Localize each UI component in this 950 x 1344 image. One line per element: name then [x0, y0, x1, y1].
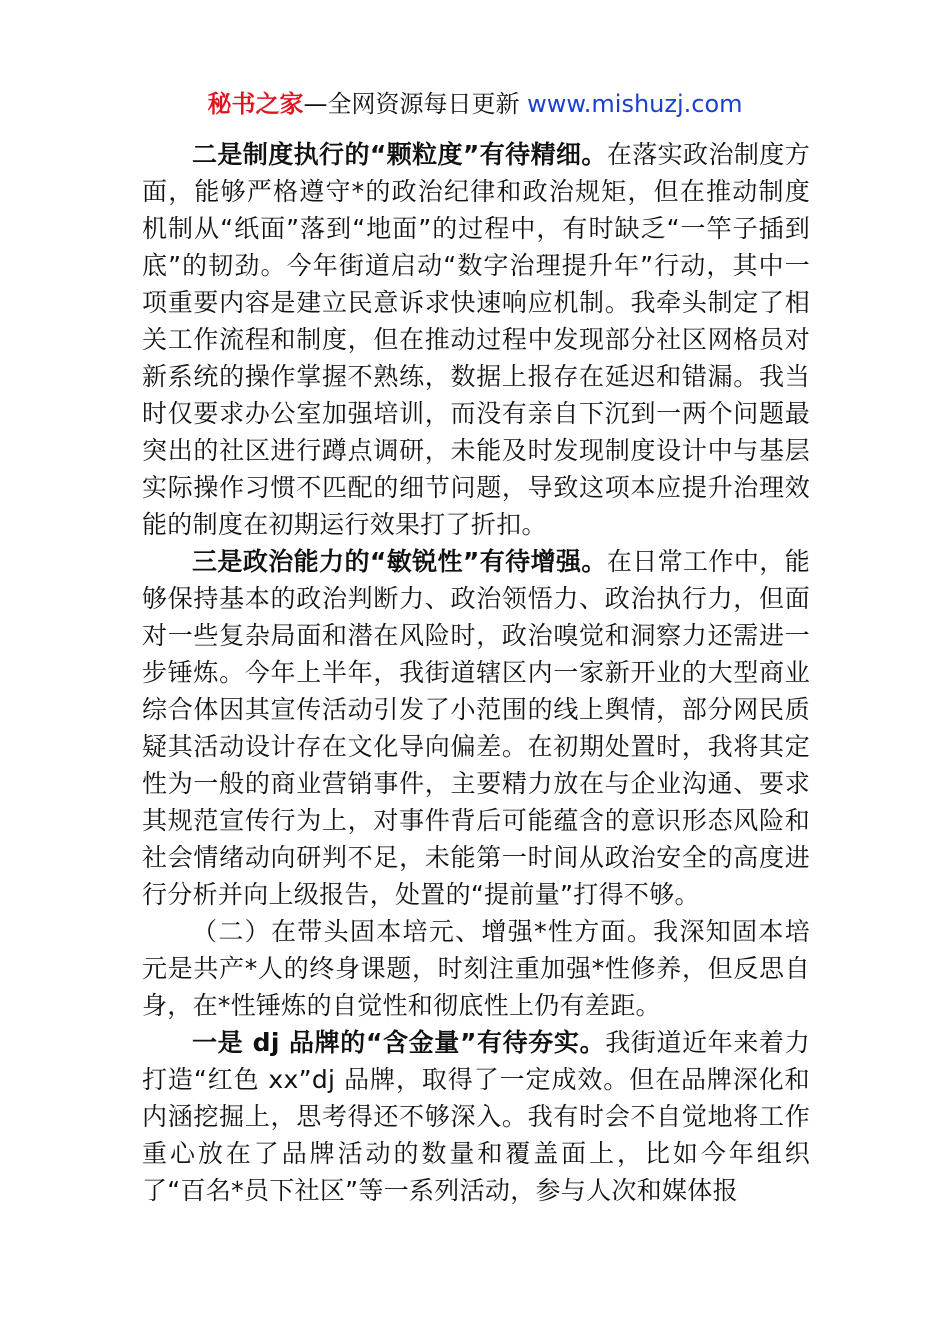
- paragraph-heading: 三是政治能力的“敏锐性”有待增强。: [192, 547, 607, 576]
- site-url[interactable]: www.mishuzj.com: [527, 90, 743, 118]
- site-tagline: —全网资源每日更新: [303, 90, 528, 118]
- paragraph-text: 我街道近年来着力打造“红色 xx”dj 品牌，取得了一定成效。但在品牌深化和内涵挖掘上，思考得还不够深入。我有时会不自觉地将工作重心放在了品牌活动的数量和覆盖面上，比如今年组织了“百名*员下社区”等一系列活动，参与人次和媒体报: [142, 1028, 810, 1205]
- paragraph-section-two: [142, 913, 810, 1024]
- paragraph-heading: 二是制度执行的“颗粒度”有待精细。: [192, 140, 607, 169]
- paragraph-text: 在落实政治制度方面，能够严格遵守*的政治纪律和政治规矩，但在推动制度机制从“纸面”落到“地面”的过程中，有时缺乏“一竿子插到底”的韧劲。今年街道启动“数字治理提升年”行动，其中一项重要内容是建立民意诉求快速响应机制。我牵头制定了相关工作流程和制度，但在推动过程中发现部分社区网格员对新系统的操作掌握不熟练，数据上报存在延迟和错漏。我当时仅要求办公室加强培训，而没有亲自下沉到一两个问题最突出的社区进行蹲点调研，未能及时发现制度设计中与基层实际操作习惯不匹配的细节问题，导致这项本应提升治理效能的制度在初期运行效果打了折扣。: [142, 140, 810, 539]
- paragraph-political-ability: [142, 543, 810, 913]
- paragraph-institution-execution: [142, 136, 810, 543]
- paragraph-heading: 一是 dj 品牌的“含金量”有待夯实。: [192, 1028, 606, 1057]
- paragraph-text: 在日常工作中，能够保持基本的政治判断力、政治领悟力、政治执行力，但面对一些复杂局面和潜在风险时，政治嗅觉和洞察力还需进一步锤炼。今年上半年，我街道辖区内一家新开业的大型商业综合体因其宣传活动引发了小范围的线上舆情，部分网民质疑其活动设计存在文化导向偏差。在初期处置时，我将其定性为一般的商业营销事件，主要精力放在与企业沟通、要求其规范宣传行为上，对事件背后可能蕴含的意识形态风险和社会情绪动向研判不足，未能第一时间从政治安全的高度进行分析并向上级报告，处置的“提前量”打得不够。: [142, 547, 810, 909]
- document-body: [142, 136, 810, 1209]
- paragraph-text: （二）在带头固本培元、增强*性方面。我深知固本培元是共产*人的终身课题，时刻注重加强*性修养，但反思自身，在*性锤炼的自觉性和彻底性上仍有差距。: [142, 917, 810, 1020]
- paragraph-brand: [142, 1024, 810, 1209]
- site-brand: 秘书之家: [207, 90, 304, 118]
- site-header: [0, 86, 950, 122]
